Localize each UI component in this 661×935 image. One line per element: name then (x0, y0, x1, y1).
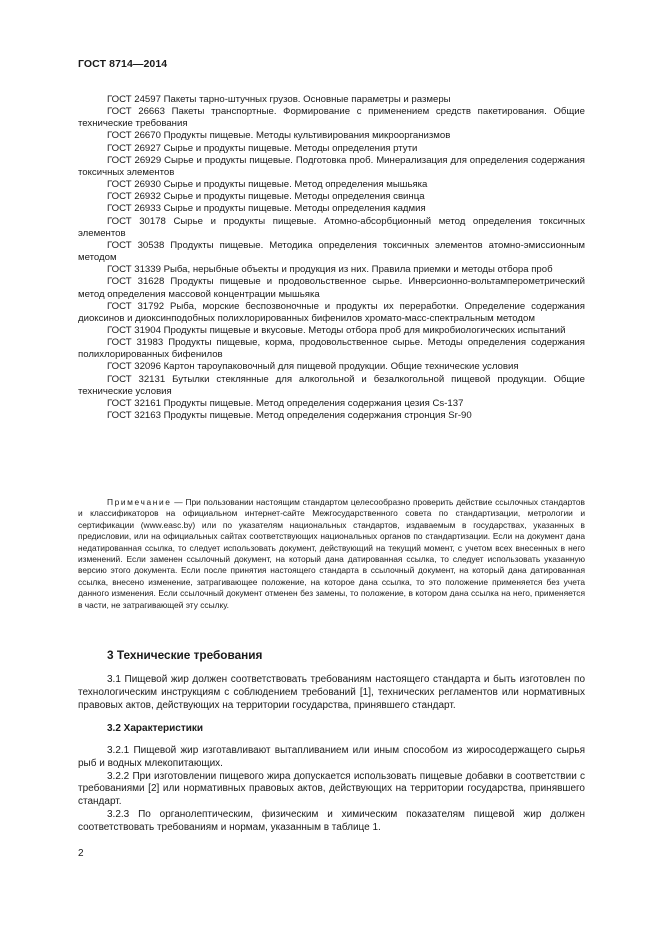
note-dash: — (171, 497, 186, 507)
references-note (78, 497, 585, 611)
note-text: При пользовании настоящим стандартом целесообразно проверить действие ссылочных стандартов и классификаторов на официальном интернет-сайте Межгосударственного совета по стандартизации, метрологии и сертификации (www.easc.by) или по указателям национальных стандартов, издаваемым в государствах, указанных в предисловии, или на официальных сайтах соответствующих национальных органов по стандартизации. Если на документ дана недатированная ссылка, то следует использовать документ, действующий на текущий момент, с учетом всех внесенных в него изменений. Если заменен ссылочный документ, на который дана датированная ссылка, то следует использовать указанную версию этого документа. Если после принятия настоящего стандарта в ссылочный документ, на который дана датированная ссылка, внесено изменение, затрагивающее положение, на которое дана ссылка, то это положение применяется без учета данного изменения. Если ссылочный документ отменен без замены, то положение, в котором дана ссылка на него, применяется в части, не затрагивающей эту ссылку. (78, 497, 585, 610)
reference-item: ГОСТ 32161 Продукты пищевые. Метод определения содержания цезия Cs-137 (107, 397, 464, 409)
reference-item: ГОСТ 26933 Сырье и продукты пищевые. Методы определения кадмия (107, 203, 426, 215)
reference-item: ГОСТ 24597 Пакеты тарно-штучных грузов. Основные параметры и размеры (107, 94, 451, 105)
page-number: 2 (78, 848, 84, 859)
note-label: Примечание (107, 497, 172, 507)
subsection-3-2-title: 3.2 Характеристики (107, 723, 204, 734)
section-3-title: 3 Технические требования (107, 648, 263, 662)
reference-item: ГОСТ 26932 Сырье и продукты пищевые. Методы определения свинца (107, 191, 425, 203)
clause-3-2-2-text: 3.2.2 При изготовлении пищевого жира допускается использовать пищевые добавки в соответствии с требованиями [2] или нормативных правовых актов, действующих на территории государства, принявшего стандарт. (78, 770, 585, 808)
reference-item: ГОСТ 31339 Рыба, нерыбные объекты и продукция из них. Правила приемки и методы отбора проб (107, 264, 553, 276)
clause-3-2-1-text: 3.2.1 Пищевой жир изготавливают вытапливанием или иным способом из жиросодержащего сырья рыб и водных млекопитающих. (78, 745, 585, 769)
reference-item: ГОСТ 26930 Сырье и продукты пищевые. Метод определения мышьяка (107, 179, 428, 191)
reference-item: ГОСТ 26663 Пакеты транспортные. Формирование с применением средств пакетирования. Общие технические требования (78, 106, 585, 130)
reference-item: ГОСТ 30178 Сырье и продукты пищевые. Атомно-абсорбционный метод определения токсичных элементов (78, 215, 585, 239)
reference-item: ГОСТ 31792 Рыба, морские беспозвоночные и продукты их переработки. Определение содержания диоксинов и диоксинподобных полихлорированных бифенилов хромато-масс-спектральным методом (78, 300, 585, 324)
reference-item: ГОСТ 31628 Продукты пищевые и продовольственное сырье. Инверсионно-вольтамперометрический метод определения массовой концентрации мышьяка (78, 276, 585, 300)
document-header: ГОСТ 8714—2014 (78, 58, 168, 70)
clause-3-1-text: 3.1 Пищевой жир должен соответствовать требованиям настоящего стандарта и быть изготовлен по технологическим инструкциям с соблюдением требований [1], технических регламентов или нормативных правовых актов, действующих на территории государства, принявшего стандарт. (78, 674, 585, 711)
clause-3-2-3-text: 3.2.3 По органолептическим, физическим и химическим показателям пищевой жир должен соответствовать требованиям и нормам, указанным в таблице 1. (78, 808, 585, 833)
reference-item: ГОСТ 31983 Продукты пищевые, корма, продовольственное сырье. Методы определения содержания полихлорированных бифенилов (78, 337, 585, 361)
reference-item: ГОСТ 31904 Продукты пищевые и вкусовые. Методы отбора проб для микробиологических испытаний (107, 324, 566, 336)
reference-item: ГОСТ 32163 Продукты пищевые. Метод определения содержания стронция Sr-90 (107, 410, 472, 422)
reference-item: ГОСТ 30538 Продукты пищевые. Методика определения токсичных элементов атомно-эмиссионным методом (78, 239, 585, 264)
normative-references-list (78, 94, 585, 422)
reference-item: ГОСТ 26929 Сырье и продукты пищевые. Подготовка проб. Минерализация для определения содержания токсичных элементов (78, 154, 585, 178)
reference-item: ГОСТ 32096 Картон тароупаковочный для пищевой продукции. Общие технические условия (107, 361, 519, 373)
reference-item: ГОСТ 32131 Бутылки стеклянные для алкогольной и безалкогольной пищевой продукции. Общие технические условия (78, 373, 585, 397)
reference-item: ГОСТ 26927 Сырье и продукты пищевые. Методы определения ртути (107, 142, 418, 154)
reference-item: ГОСТ 26670 Продукты пищевые. Методы культивирования микроорганизмов (107, 130, 451, 142)
clause-3-1 (78, 674, 585, 712)
clauses-3-2-block (78, 745, 585, 835)
